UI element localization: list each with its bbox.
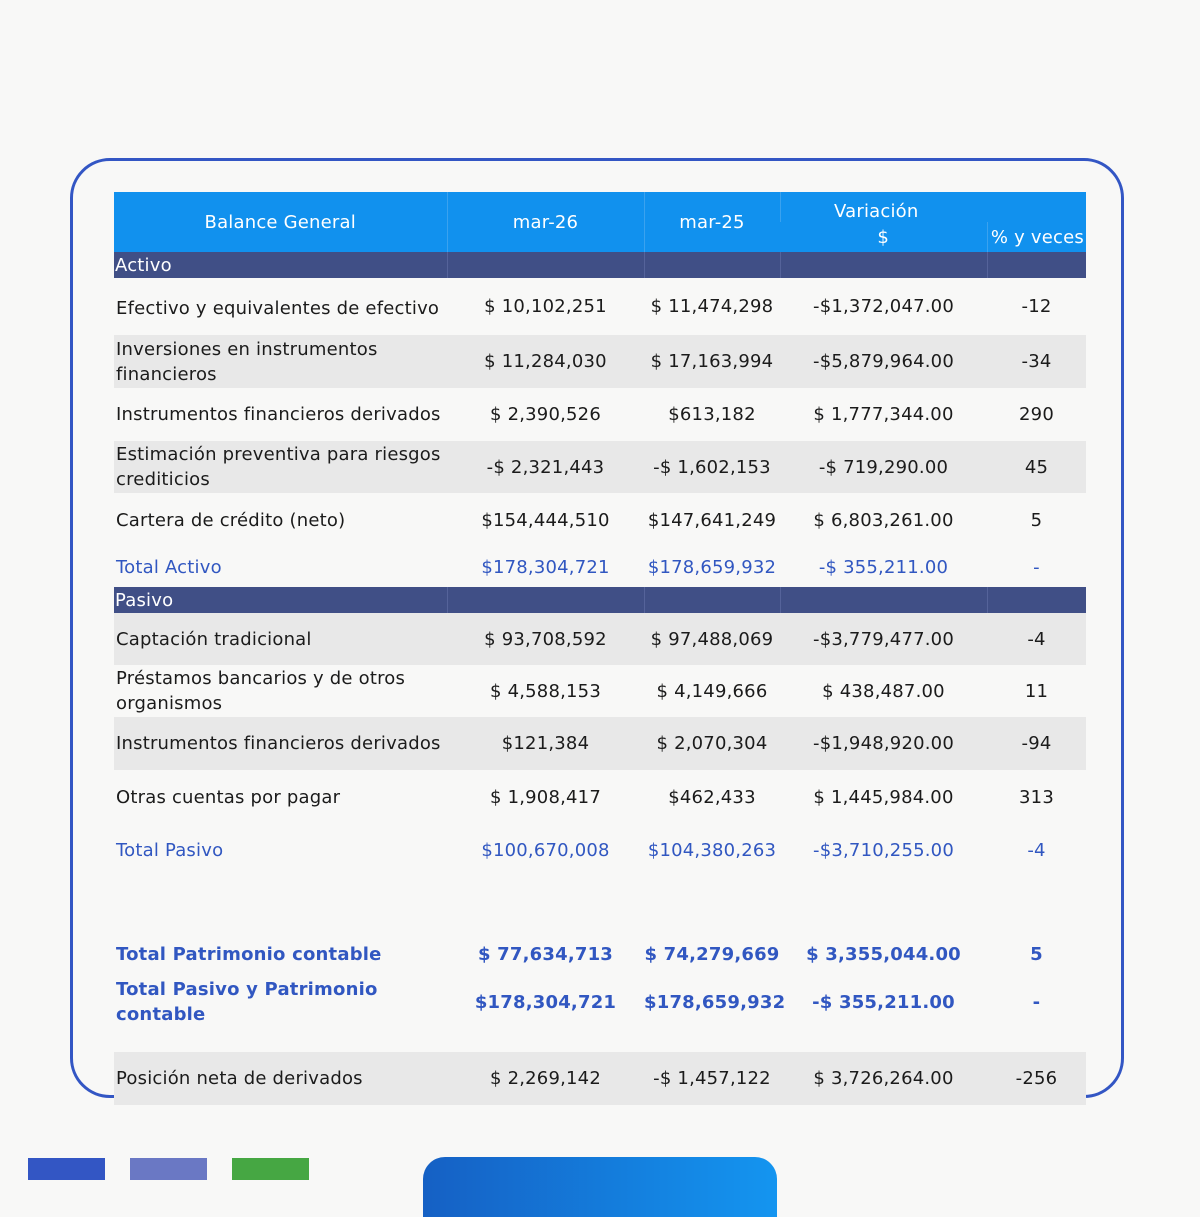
table-row: Cartera de crédito (neto) $154,444,510 $147,641,249 $ 6,803,261.00 5 <box>116 509 1043 531</box>
header-label: Balance General <box>114 192 447 252</box>
decorative-bar-lavender <box>130 1158 207 1180</box>
table-row: Instrumentos financieros derivados $121,384 $ 2,070,304 -$1,948,920.00 -94 <box>114 717 1086 770</box>
table-row: Préstamos bancarios y de otros organismos $ 4,588,153 $ 4,149,666 $ 438,487.00 11 <box>116 668 1049 714</box>
table-row: Estimación preventiva para riesgos crediticios -$ 2,321,443 -$ 1,602,153 -$ 719,290.00 45 <box>114 441 1086 493</box>
header-mar25: mar-25 <box>644 192 780 252</box>
table-row: Otras cuentas por pagar $ 1,908,417 $462,433 $ 1,445,984.00 313 <box>116 786 1054 808</box>
total-pasivo-row: Total Pasivo $100,670,008 $104,380,263 -$3,710,255.00 -4 <box>116 840 1046 861</box>
decorative-bar-blue <box>28 1158 105 1180</box>
total-pasivo-patrimonio-row: Total Pasivo y Patrimonio contable $178,304,721 $178,659,932 -$ 355,211.00 - <box>116 979 1041 1025</box>
table-row: Instrumentos financieros derivados $ 2,390,526 $613,182 $ 1,777,344.00 290 <box>116 404 1054 425</box>
posicion-neta-row: Posición neta de derivados $ 2,269,142 -$ 1,457,122 $ 3,726,264.00 -256 <box>114 1052 1086 1105</box>
table-row: Captación tradicional $ 93,708,592 $ 97,488,069 -$3,779,477.00 -4 <box>114 613 1086 665</box>
total-patrimonio-row: Total Patrimonio contable $ 77,634,713 $ 74,279,669 $ 3,355,044.00 5 <box>116 944 1043 965</box>
header-variacion: Variación <box>780 192 1086 222</box>
decorative-bar-green <box>232 1158 309 1180</box>
total-activo-row: Total Activo $178,304,721 $178,659,932 -$ 355,211.00 - <box>116 556 1040 578</box>
header-var-abs: $ <box>780 222 987 252</box>
bottom-tab-decoration <box>423 1157 777 1217</box>
header-mar26: mar-26 <box>447 192 644 252</box>
balance-table <box>114 192 1086 1105</box>
header-row <box>114 192 1086 222</box>
table-row: Inversiones en instrumentos financieros $ 11,284,030 $ 17,163,994 -$5,879,964.00 -34 <box>114 335 1086 388</box>
section-pasivo: Pasivo <box>114 587 1086 613</box>
header-var-pct: % y veces <box>987 222 1086 252</box>
section-activo: Activo <box>114 252 1086 278</box>
table-row: Efectivo y equivalentes de efectivo $ 10,102,251 $ 11,474,298 -$1,372,047.00 -12 <box>116 296 1052 319</box>
